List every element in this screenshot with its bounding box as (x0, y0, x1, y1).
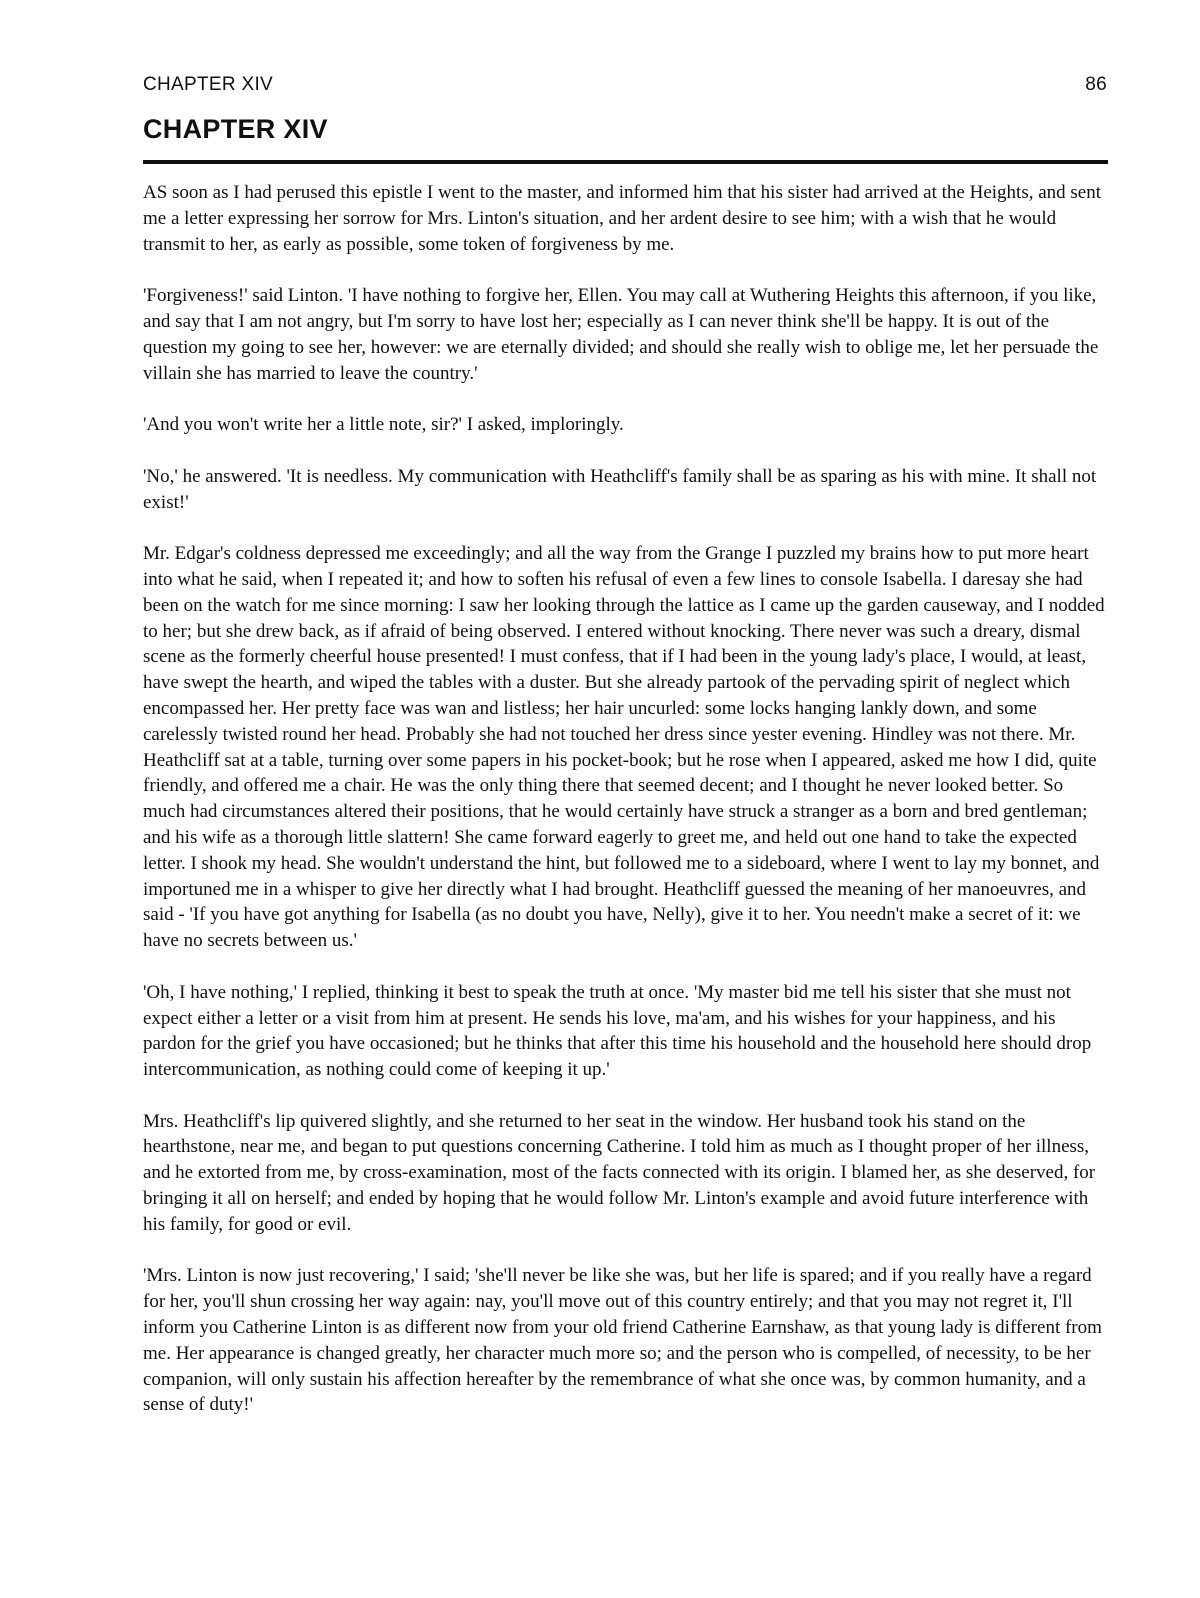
page-number: 86 (1085, 74, 1107, 95)
paragraph: 'No,' he answered. 'It is needless. My communication with Heathcliff's family shall be as sparing as his with mine. It shall not exist!' (143, 465, 1097, 513)
paragraph: Mr. Edgar's coldness depressed me exceedingly; and all the way from the Grange I puzzled my brains how to put more heart into what he said, when I repeated it; and how to soften his refusal of even a few lines to console Isabella. I daresay she had been on the watch for me since morning: I saw her looking through the lattice as I came up the garden causeway, and I nodded to her; but she drew back, as if afraid of being observed. I entered without knocking. There never was such a dreary, dismal scene as the formerly cheerful house presented! I must confess, that if I had been in the young lady's place, I would, at least, have swept the hearth, and wiped the tables with a duster. But she already partook of the pervading spirit of neglect which encompassed her. Her pretty face was wan and listless; her hair uncurled: some locks hanging lankly down, and some carelessly twisted round her head. Probably she had not touched her dress since yester evening. Hindley was not there. Mr. Heathcliff sat at a table, turning over some papers in his pocket-book; but he rose when I appeared, asked me how I did, quite friendly, and offered me a chair. He was the only thing there that seemed decent; and I thought he never looked better. So much had circumstances altered their positions, that he would certainly have struck a stranger as a born and bred gentleman; and his wife as a thorough little slattern! She came forward eagerly to greet me, and held out one hand to take the expected letter. I shook my head. She wouldn't understand the hint, but followed me to a sideboard, where I went to lay my bonnet, and importuned me in a whisper to give her directly what I had brought. Heathcliff guessed the meaning of her manoeuvres, and said - 'If you have got anything for Isabella (as no doubt you have, Nelly), give it to her. You needn't make a secret of it: we have no secrets between us.' (143, 543, 1105, 952)
paragraph: 'And you won't write her a little note, sir?' I asked, imploringly. (143, 414, 624, 436)
running-header-title: CHAPTER XIV (143, 74, 273, 95)
paragraph: Mrs. Heathcliff's lip quivered slightly, and she returned to her seat in the window. Her husband took his stand on the hearthstone, near me, and began to put questions concerning Catherine. I told him as much as I thought proper of her illness, and he extorted from me, by cross-examination, most of the facts connected with its origin. I blamed her, as she deserved, for bringing it all on herself; and ended by hoping that he would follow Mr. Linton's example and avoid future interference with his family, for good or evil. (143, 1110, 1096, 1235)
chapter-body (143, 180, 1108, 1444)
paragraph: AS soon as I had perused this epistle I went to the master, and informed him that his sister had arrived at the Heights, and sent me a letter expressing her sorrow for Mrs. Linton's situation, and her ardent desire to see him; with a wish that he would transmit to her, as early as possible, some token of forgiveness by me. (143, 182, 1101, 255)
paragraph: 'Oh, I have nothing,' I replied, thinking it best to speak the truth at once. 'My master bid me tell his sister that she must not expect either a letter or a visit from him at present. He sends his love, ma'am, and his wishes for your happiness, and his pardon for the grief you have occasioned; but he thinks that after this time his household and the household here should drop intercommunication, as nothing could come of keeping it up.' (143, 981, 1092, 1081)
chapter-title: CHAPTER XIV (143, 114, 328, 144)
heading-rule (143, 160, 1108, 164)
paragraph: 'Mrs. Linton is now just recovering,' I said; 'she'll never be like she was, but her life is spared; and if you really have a regard for her, you'll shun crossing her way again: nay, you'll move out of this country entirely; and that you may not regret it, I'll inform you Catherine Linton is as different now from your old friend Catherine Earnshaw, as that young lady is different from me. Her appearance is changed greatly, her character much more so; and the person who is compelled, of necessity, to be her companion, will only sustain his affection hereafter by the remembrance of what she once was, by common humanity, and a sense of duty!' (143, 1265, 1102, 1416)
running-header (143, 74, 1107, 100)
paragraph: 'Forgiveness!' said Linton. 'I have nothing to forgive her, Ellen. You may call at Wuthering Heights this afternoon, if you like, and say that I am not angry, but I'm sorry to have lost her; especially as I can never think she'll be happy. It is out of the question my going to see her, however: we are eternally divided; and should she really wish to oblige me, let her persuade the villain she has married to leave the country.' (143, 285, 1099, 384)
